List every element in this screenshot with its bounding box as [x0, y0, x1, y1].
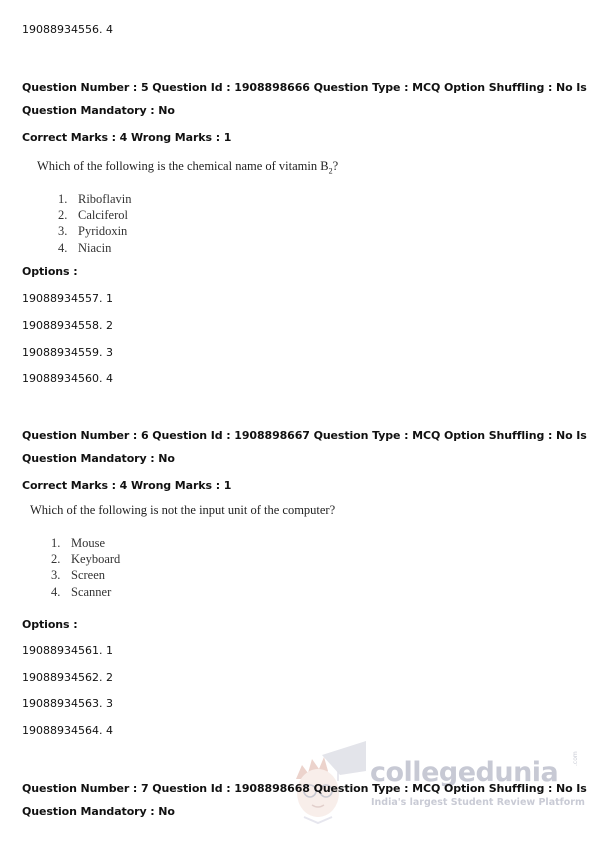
watermark-logo-text: collegedunia [370, 757, 559, 788]
choice-item: 1. Riboflavin [58, 192, 132, 206]
option-entry: 19088934558. 2 [22, 319, 113, 332]
option-entry: 19088934560. 4 [22, 372, 113, 385]
choice-item: 4. Niacin [58, 240, 112, 255]
question-mandatory: Question Mandatory : No [22, 104, 175, 117]
question-header: Question Number : 7 Question Id : 1908898668 Question Type : MCQ Option Shuffling : No Is [22, 782, 587, 795]
question-marks: Correct Marks : 4 Wrong Marks : 1 [22, 479, 232, 492]
choice-item: 2. Keyboard [51, 552, 121, 567]
choice-item: 3. Screen [51, 568, 106, 583]
question-text: Which of the following is not the input unit of the computer? [30, 503, 336, 517]
question-mandatory: Question Mandatory : No [22, 805, 175, 818]
choice-item: 4. Scanner [51, 584, 112, 599]
student-mascot-icon [292, 735, 370, 825]
question-text: Which of the following is the chemical name of vitamin $B_2$? [37, 159, 339, 176]
choice-list [58, 191, 131, 256]
choice-list [51, 535, 120, 600]
question-header: Question Number : 5 Question Id : 1908898666 Question Type : MCQ Option Shuffling : No Is [22, 81, 587, 94]
option-entry: 19088934556. 4 [22, 23, 113, 36]
option-entry: 19088934559. 3 [22, 346, 113, 359]
option-entry: 19088934564. 4 [22, 724, 113, 737]
options-label: Options : [22, 618, 78, 631]
choice-item: 2. Calciferol [58, 208, 128, 223]
option-entry: 19088934557. 1 [22, 292, 113, 305]
question-mandatory: Question Mandatory : No [22, 452, 175, 465]
choice-item: 1. Mouse [51, 536, 106, 550]
watermark-domain: .com [572, 751, 579, 766]
choice-item: 3. Pyridoxin [58, 224, 128, 239]
question-header: Question Number : 6 Question Id : 1908898667 Question Type : MCQ Option Shuffling : No Is [22, 429, 587, 442]
option-entry: 19088934563. 3 [22, 697, 113, 710]
watermark-tagline: India's largest Student Review Platform [371, 797, 585, 808]
options-label: Options : [22, 265, 78, 278]
option-entry: 19088934562. 2 [22, 671, 113, 684]
question-marks: Correct Marks : 4 Wrong Marks : 1 [22, 131, 232, 144]
option-entry: 19088934561. 1 [22, 644, 113, 657]
